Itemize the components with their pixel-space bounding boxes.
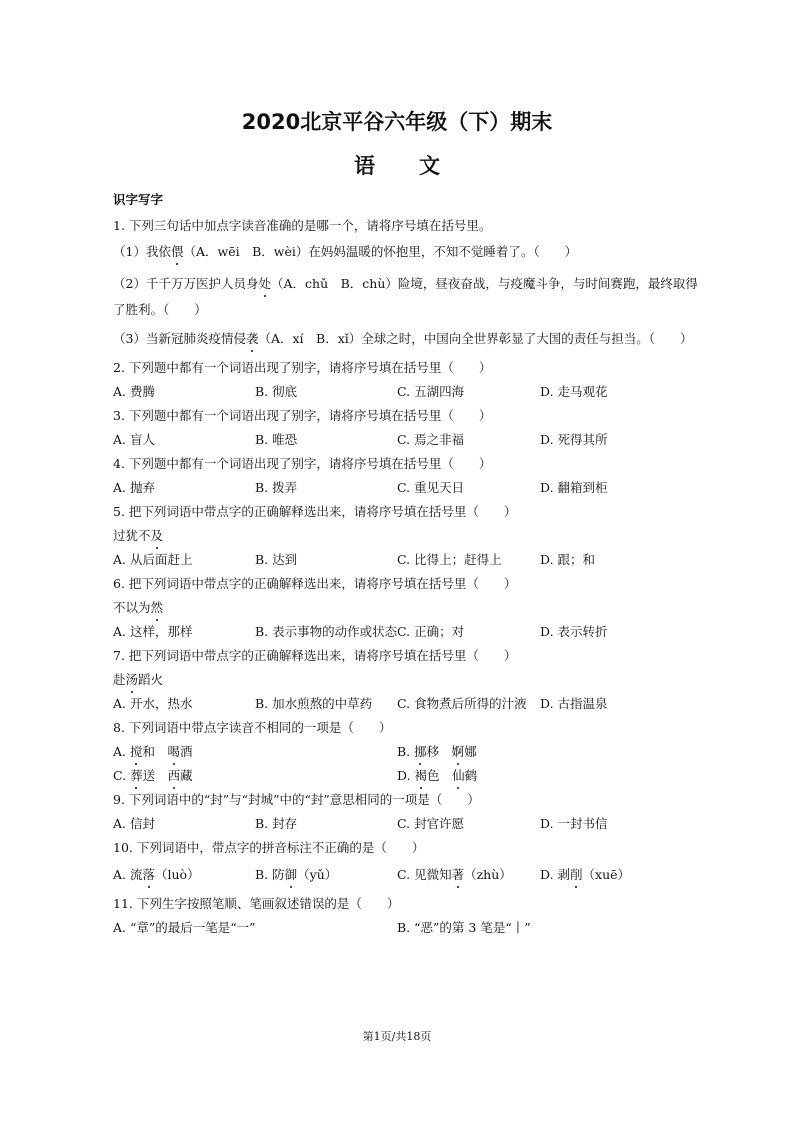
option-d: D. 走马观花	[540, 384, 608, 399]
question-1-stem: 1. 下列三句话中加点字读音准确的是哪一个，请将序号填在括号里。	[113, 218, 492, 233]
option-b: B. “恶”的第 3 笔是“丨”	[397, 920, 531, 935]
dotted-char: 偎	[170, 244, 184, 259]
dotted-char: 著	[451, 867, 465, 882]
question-1-sentence-2: （2）千千万万医护人员身处（A．chǔ B．chù）险境，昼夜奋战，与疫魔斗争，与时间赛跑，最终取得	[113, 276, 698, 291]
dotted-char: 喝	[167, 744, 181, 759]
option-b: B. 彻底	[255, 384, 298, 399]
dotted-char: 仙	[452, 768, 465, 783]
question-6-stem: 6. 把下列词语中带点字的正确解释选出来，请将序号填在括号里（ ）	[113, 576, 517, 591]
option-a: A. 从后面赶上	[113, 552, 193, 567]
option-c: C. 葬送 西藏	[113, 768, 193, 783]
option-c: C. 焉之非福	[397, 432, 465, 447]
option-d: D. 剥削（xuē）	[540, 867, 631, 882]
question-5-word: 过犹不及	[113, 528, 164, 543]
option-d: D. 古指温泉	[540, 696, 608, 711]
option-d: D. 一封书信	[540, 816, 608, 831]
option-c: C. 封官许愿	[397, 816, 465, 831]
option-a: A. “章”的最后一笔是“一”	[113, 920, 256, 935]
option-b: B. 封存	[255, 816, 298, 831]
dotted-char: 西	[167, 768, 181, 783]
option-b: B. 防御（yǔ）	[255, 867, 338, 882]
option-b: B. 表示事物的动作或状态	[255, 624, 398, 639]
option-a: A. 抛弃	[113, 480, 155, 495]
option-c: C. 见微知著（zhù）	[397, 867, 512, 882]
question-10-stem: 10. 下列词语中，带点字的拼音标注不正确的是（ ）	[113, 840, 425, 855]
option-b: B. 达到	[255, 552, 298, 567]
question-4-stem: 4. 下列题中都有一个词语出现了别字，请将序号填在括号里（ ）	[113, 456, 492, 471]
question-1-sentence-3: （3）当新冠肺炎疫情侵袭（A．xí B．xǐ）全球之时，中国向全世界彰显了大国的责任与担当。（ ）	[113, 331, 693, 346]
option-c: C. 重见天日	[397, 480, 465, 495]
option-c: C. 正确；对	[397, 624, 465, 639]
page-footer: 第1页/共18页	[362, 1030, 432, 1043]
option-a: A. 盲人	[113, 432, 155, 447]
dotted-char: 处	[258, 276, 271, 291]
option-c: C. 五湖四海	[397, 384, 465, 399]
option-a: A. 这样，那样	[113, 624, 193, 639]
dotted-char: 汤	[125, 672, 139, 687]
option-d: D. 跟；和	[540, 552, 596, 567]
dotted-char: 落	[142, 867, 155, 882]
question-11-stem: 11. 下列生字按照笔顺、笔画叙述错误的是（ ）	[113, 896, 400, 911]
option-d: D. 褐色 仙鹤	[397, 768, 478, 783]
dotted-char: 婀	[451, 744, 465, 759]
option-a: A. 费腾	[113, 384, 155, 399]
dotted-char: 袭	[245, 331, 259, 346]
option-a: A. 信封	[113, 816, 155, 831]
dotted-char: 搅	[129, 744, 143, 759]
question-7-word: 赴汤蹈火	[113, 672, 164, 687]
question-5-stem: 5. 把下列词语中带点字的正确解释选出来，请将序号填在括号里（ ）	[113, 504, 517, 519]
subject-title: 语文	[354, 154, 484, 178]
dotted-char: 御	[284, 867, 298, 882]
option-a: A. 搅和 喝酒	[113, 744, 193, 759]
option-d: D. 表示转折	[540, 624, 608, 639]
question-7-stem: 7. 把下列词语中带点字的正确解释选出来，请将序号填在括号里（ ）	[113, 648, 517, 663]
question-2-stem: 2. 下列题中都有一个词语出现了别字，请将序号填在括号里（ ）	[113, 360, 492, 375]
dotted-char: 葬	[130, 768, 143, 783]
option-b: B. 拨弄	[255, 480, 298, 495]
option-a: A. 流落（luò）	[113, 867, 200, 882]
dotted-char: 及	[150, 528, 164, 543]
option-d: D. 死得其所	[540, 432, 608, 447]
dotted-char: 削	[570, 867, 583, 882]
option-c: C. 比得上；赶得上	[397, 552, 502, 567]
option-a: A. 开水，热水	[113, 696, 193, 711]
dotted-char: 挪	[414, 744, 427, 759]
question-1-sentence-2-cont: 了胜利。（ ）	[113, 302, 207, 317]
question-8-stem: 8. 下列词语中带点字读音不相同的一项是（ ）	[113, 720, 392, 735]
page-title: 2020北京平谷六年级（下）期末	[241, 110, 553, 134]
dotted-char: 褐	[414, 768, 428, 783]
dotted-char: 然	[150, 600, 164, 615]
section-title: 识字写字	[113, 192, 164, 207]
option-d: D. 翻箱到柜	[540, 480, 608, 495]
question-9-stem: 9. 下列词语中的“封”与“封城”中的“封”意思相同的一项是（ ）	[113, 792, 480, 807]
option-b: B. 加水煎熬的中草药	[255, 696, 373, 711]
option-b: B. 唯恐	[255, 432, 298, 447]
question-3-stem: 3. 下列题中都有一个词语出现了别字，请将序号填在括号里（ ）	[113, 408, 492, 423]
option-b: B. 挪移 婀娜	[397, 744, 477, 759]
question-6-word: 不以为然	[113, 600, 164, 615]
option-c: C. 食物煮后所得的汁液	[397, 696, 527, 711]
question-1-sentence-1: （1）我依偎（A．wēi B．wèi）在妈妈温暖的怀抱里，不知不觉睡着了。（ ）	[113, 244, 578, 259]
